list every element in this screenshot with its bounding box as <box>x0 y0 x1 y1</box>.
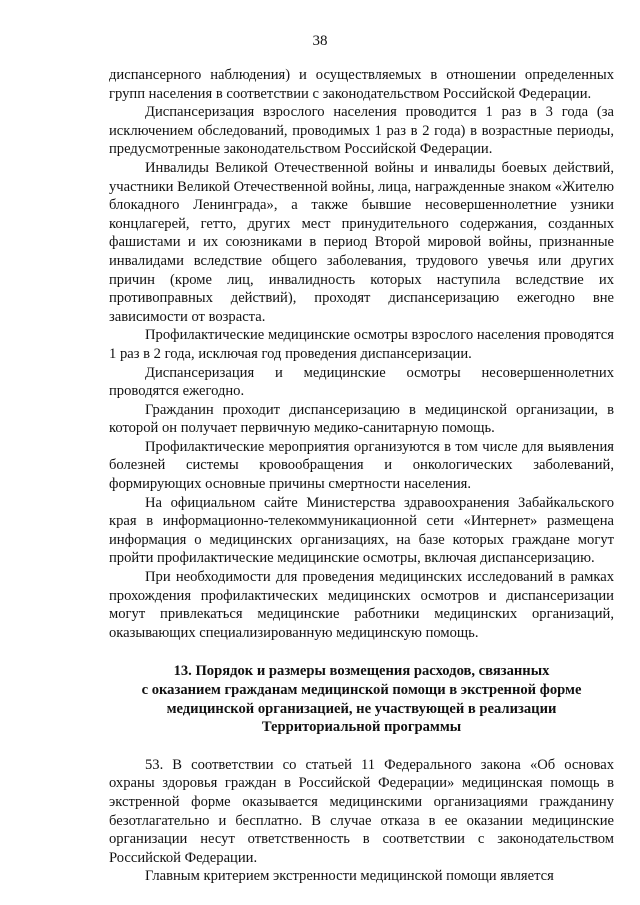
paragraph-preventive-exams-adults: Профилактические медицинские осмотры взрослого населения проводятся 1 раз в 2 года, исключая год проведения диспансеризации. <box>109 327 614 362</box>
section-heading-line: 13. Порядок и размеры возмещения расходов, связанных <box>173 663 550 680</box>
section-heading-line: медицинской организацией, не участвующей в реализации <box>166 700 557 717</box>
section-heading <box>109 662 614 736</box>
paragraph-emergency-criterion: Главным критерием экстренности медицинской помощи является <box>145 868 554 885</box>
paragraph-preventive-measures: Профилактические мероприятия организуются в том числе для выявления болезней системы кровообращения и онкологических заболеваний, формирующих основные причины смертности населения. <box>109 438 614 493</box>
section-heading-line: с оказанием гражданам медицинской помощи в экстренной форме <box>141 682 582 698</box>
paragraph-continued: диспансерного наблюдения) и осуществляемых в отношении определенных групп населения в соответствии с законодательством Российской Федерации. <box>109 67 614 102</box>
paragraph-official-website: На официальном сайте Министерства здравоохранения Забайкальского края в информационно-телекоммуникационной сети «Интернет» размещена информация о медицинских организациях, на базе которых граждане могут пройти профилактические медицинские осмотры, включая диспансеризацию. <box>109 494 614 567</box>
paragraph-minors-annual: Диспансеризация и медицинские осмотры несовершеннолетних проводятся ежегодно. <box>109 364 614 400</box>
paragraph-article-53: 53. В соответствии со статьей 11 Федерального закона «Об основах охраны здоровья граждан в Российской Федерации» медицинская помощь в экстренной форме оказывается медицинскими организациями гражданину безотлагательно и бесплатно. В случае отказа в ее оказании медицинские организации несут ответственность в соответствии с законодательством Российской Федерации. <box>109 756 614 866</box>
page-number: 38 <box>312 33 328 49</box>
document-body <box>109 66 614 886</box>
paragraph-specialists-involvement: При необходимости для проведения медицинских исследований в рамках прохождения профилактических медицинских осмотров и диспансеризации могут привлекаться медицинские работники медицинских организаций, оказывающих специализированную медицинскую помощь. <box>109 569 614 641</box>
paragraph-where-to-pass: Гражданин проходит диспансеризацию в медицинской организации, в которой он получает первичную медико-санитарную помощь. <box>109 401 614 437</box>
paragraph-adult-dispensary-schedule: Диспансеризация взрослого населения проводится 1 раз в 3 года (за исключением обследований, проводимых 1 раз в 2 года) в возрастные периоды, предусмотренные законодательством Российской Федерации. <box>109 104 614 158</box>
paragraph-veterans-annual: Инвалиды Великой Отечественной войны и инвалиды боевых действий, участники Великой Отечественной войны, лица, награжденные знаком «Жителю блокадного Ленинграда», а также бывшие несовершеннолетние узники концлагерей, гетто, других мест принудительного содержания, созданных фашистами и их союзниками в период Второй мировой войны, признанные инвалидами вследствие общего заболевания, трудового увечья или других причин (кроме лиц, инвалидность которых наступила вследствие их противоправных действий), проходят диспансеризацию ежегодно вне зависимости от возраста. <box>109 159 614 325</box>
section-heading-line: Территориальной программы <box>261 719 462 736</box>
